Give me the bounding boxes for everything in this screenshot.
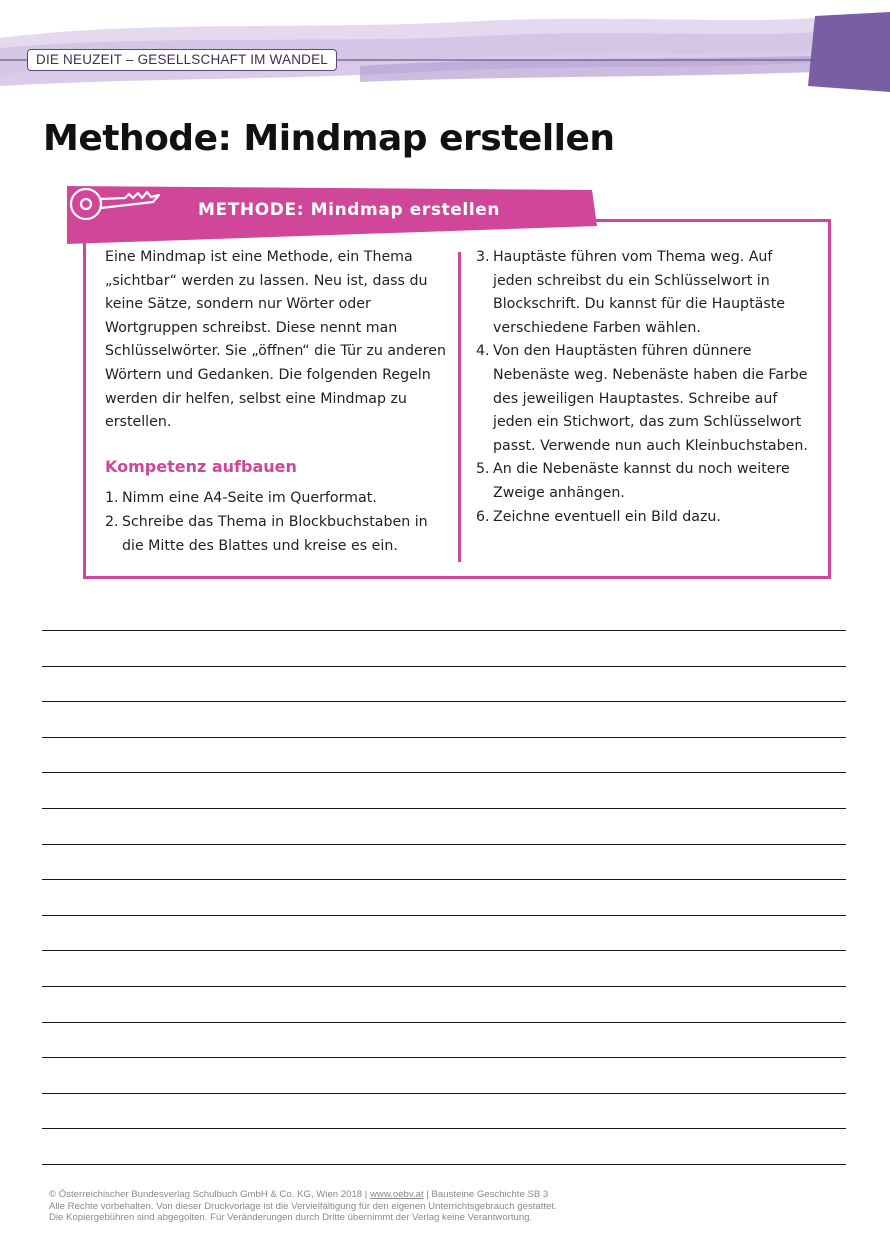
step-text: An die Nebenäste kannst du noch weitere Zweige anhängen.	[493, 461, 790, 501]
footer-copyright: © Österreichischer Bundesverlag Schulbuch GmbH & Co. KG, Wien 2018 |	[49, 1189, 370, 1200]
chapter-tag: DIE NEUZEIT – GESELLSCHAFT IM WANDEL	[27, 49, 337, 71]
method-left-column	[105, 246, 450, 558]
step-item	[476, 246, 816, 340]
step-number: 1.	[105, 490, 119, 507]
footer-line-2: Alle Rechte vorbehalten. Von dieser Druckvorlage ist die Vervielfältigung für den eigenen Unterrichtsgebrauch gestattet.	[49, 1200, 557, 1212]
footer-book-title: | Bausteine Geschichte SB 3	[423, 1189, 549, 1200]
step-item	[105, 487, 450, 511]
step-number: 6.	[476, 508, 490, 525]
competence-heading: Kompetenz aufbauen	[105, 456, 297, 476]
step-item	[476, 458, 816, 505]
writing-line[interactable]	[42, 950, 846, 951]
copyright-footer	[49, 1189, 849, 1224]
step-item	[105, 511, 450, 558]
step-item	[476, 506, 816, 530]
step-number: 2.	[105, 513, 119, 530]
footer-line-1	[49, 1189, 849, 1201]
writing-line[interactable]	[42, 879, 846, 880]
writing-line[interactable]	[42, 808, 846, 809]
column-divider	[458, 252, 461, 562]
step-number: 4.	[476, 343, 490, 360]
step-number: 5.	[476, 461, 490, 478]
method-right-column	[476, 246, 816, 529]
step-text: Schreibe das Thema in Blockbuchstaben in die Mitte des Blattes und kreise es ein.	[122, 513, 428, 554]
writing-line[interactable]	[42, 737, 846, 738]
key-icon	[67, 186, 167, 222]
writing-line[interactable]	[42, 1022, 846, 1023]
writing-line[interactable]	[42, 1164, 846, 1165]
step-text: Zeichne eventuell ein Bild dazu.	[493, 508, 721, 525]
method-header	[67, 186, 597, 244]
writing-line[interactable]	[42, 844, 846, 845]
method-intro: Eine Mindmap ist eine Methode, ein Thema „sichtbar“ werden zu lassen. Neu ist, dass du keine Sätze, sondern nur Wörter oder Wortgruppen schreibst. Diese nennt man Schlüsselwörter. Sie „öffnen“ die Tür zu anderen Wörtern und Gedanken. Die folgenden Regeln werden dir helfen, selbst eine Mindmap zu erstellen.	[105, 249, 447, 431]
writing-line[interactable]	[42, 666, 846, 667]
step-number: 3.	[476, 249, 490, 265]
footer-line-3: Die Kopiergebühren sind abgegolten. Für Veränderungen durch Dritte übernimmt der Verlag keine Verantwortung.	[49, 1212, 533, 1223]
writing-line[interactable]	[42, 1128, 846, 1129]
publisher-link[interactable]: www.oebv.at	[369, 1189, 424, 1200]
writing-line[interactable]	[42, 915, 846, 916]
step-item	[476, 340, 816, 458]
writing-line[interactable]	[42, 1093, 846, 1094]
writing-line[interactable]	[42, 1057, 846, 1058]
writing-line[interactable]	[42, 630, 846, 631]
method-header-label: METHODE: Mindmap erstellen	[198, 200, 501, 220]
step-text: Nimm eine A4-Seite im Querformat.	[122, 490, 377, 507]
writing-line[interactable]	[42, 986, 846, 987]
writing-line[interactable]	[42, 772, 846, 773]
page-title: Methode: Mindmap erstellen	[43, 118, 615, 159]
step-text: Hauptäste führen vom Thema weg. Auf jeden schreibst du ein Schlüsselwort in Blockschrift. Du kannst für die Hauptäste verschiedene Farben wählen.	[493, 249, 786, 336]
writing-line[interactable]	[42, 701, 846, 702]
step-text: Von den Hauptästen führen dünnere Nebenäste weg. Nebenäste haben die Farbe des jeweiligen Hauptastes. Schreibe auf jeden ein Stichwort, das zum Schlüsselwort passt. Verwende nun auch Kleinbuchstaben.	[493, 343, 808, 454]
